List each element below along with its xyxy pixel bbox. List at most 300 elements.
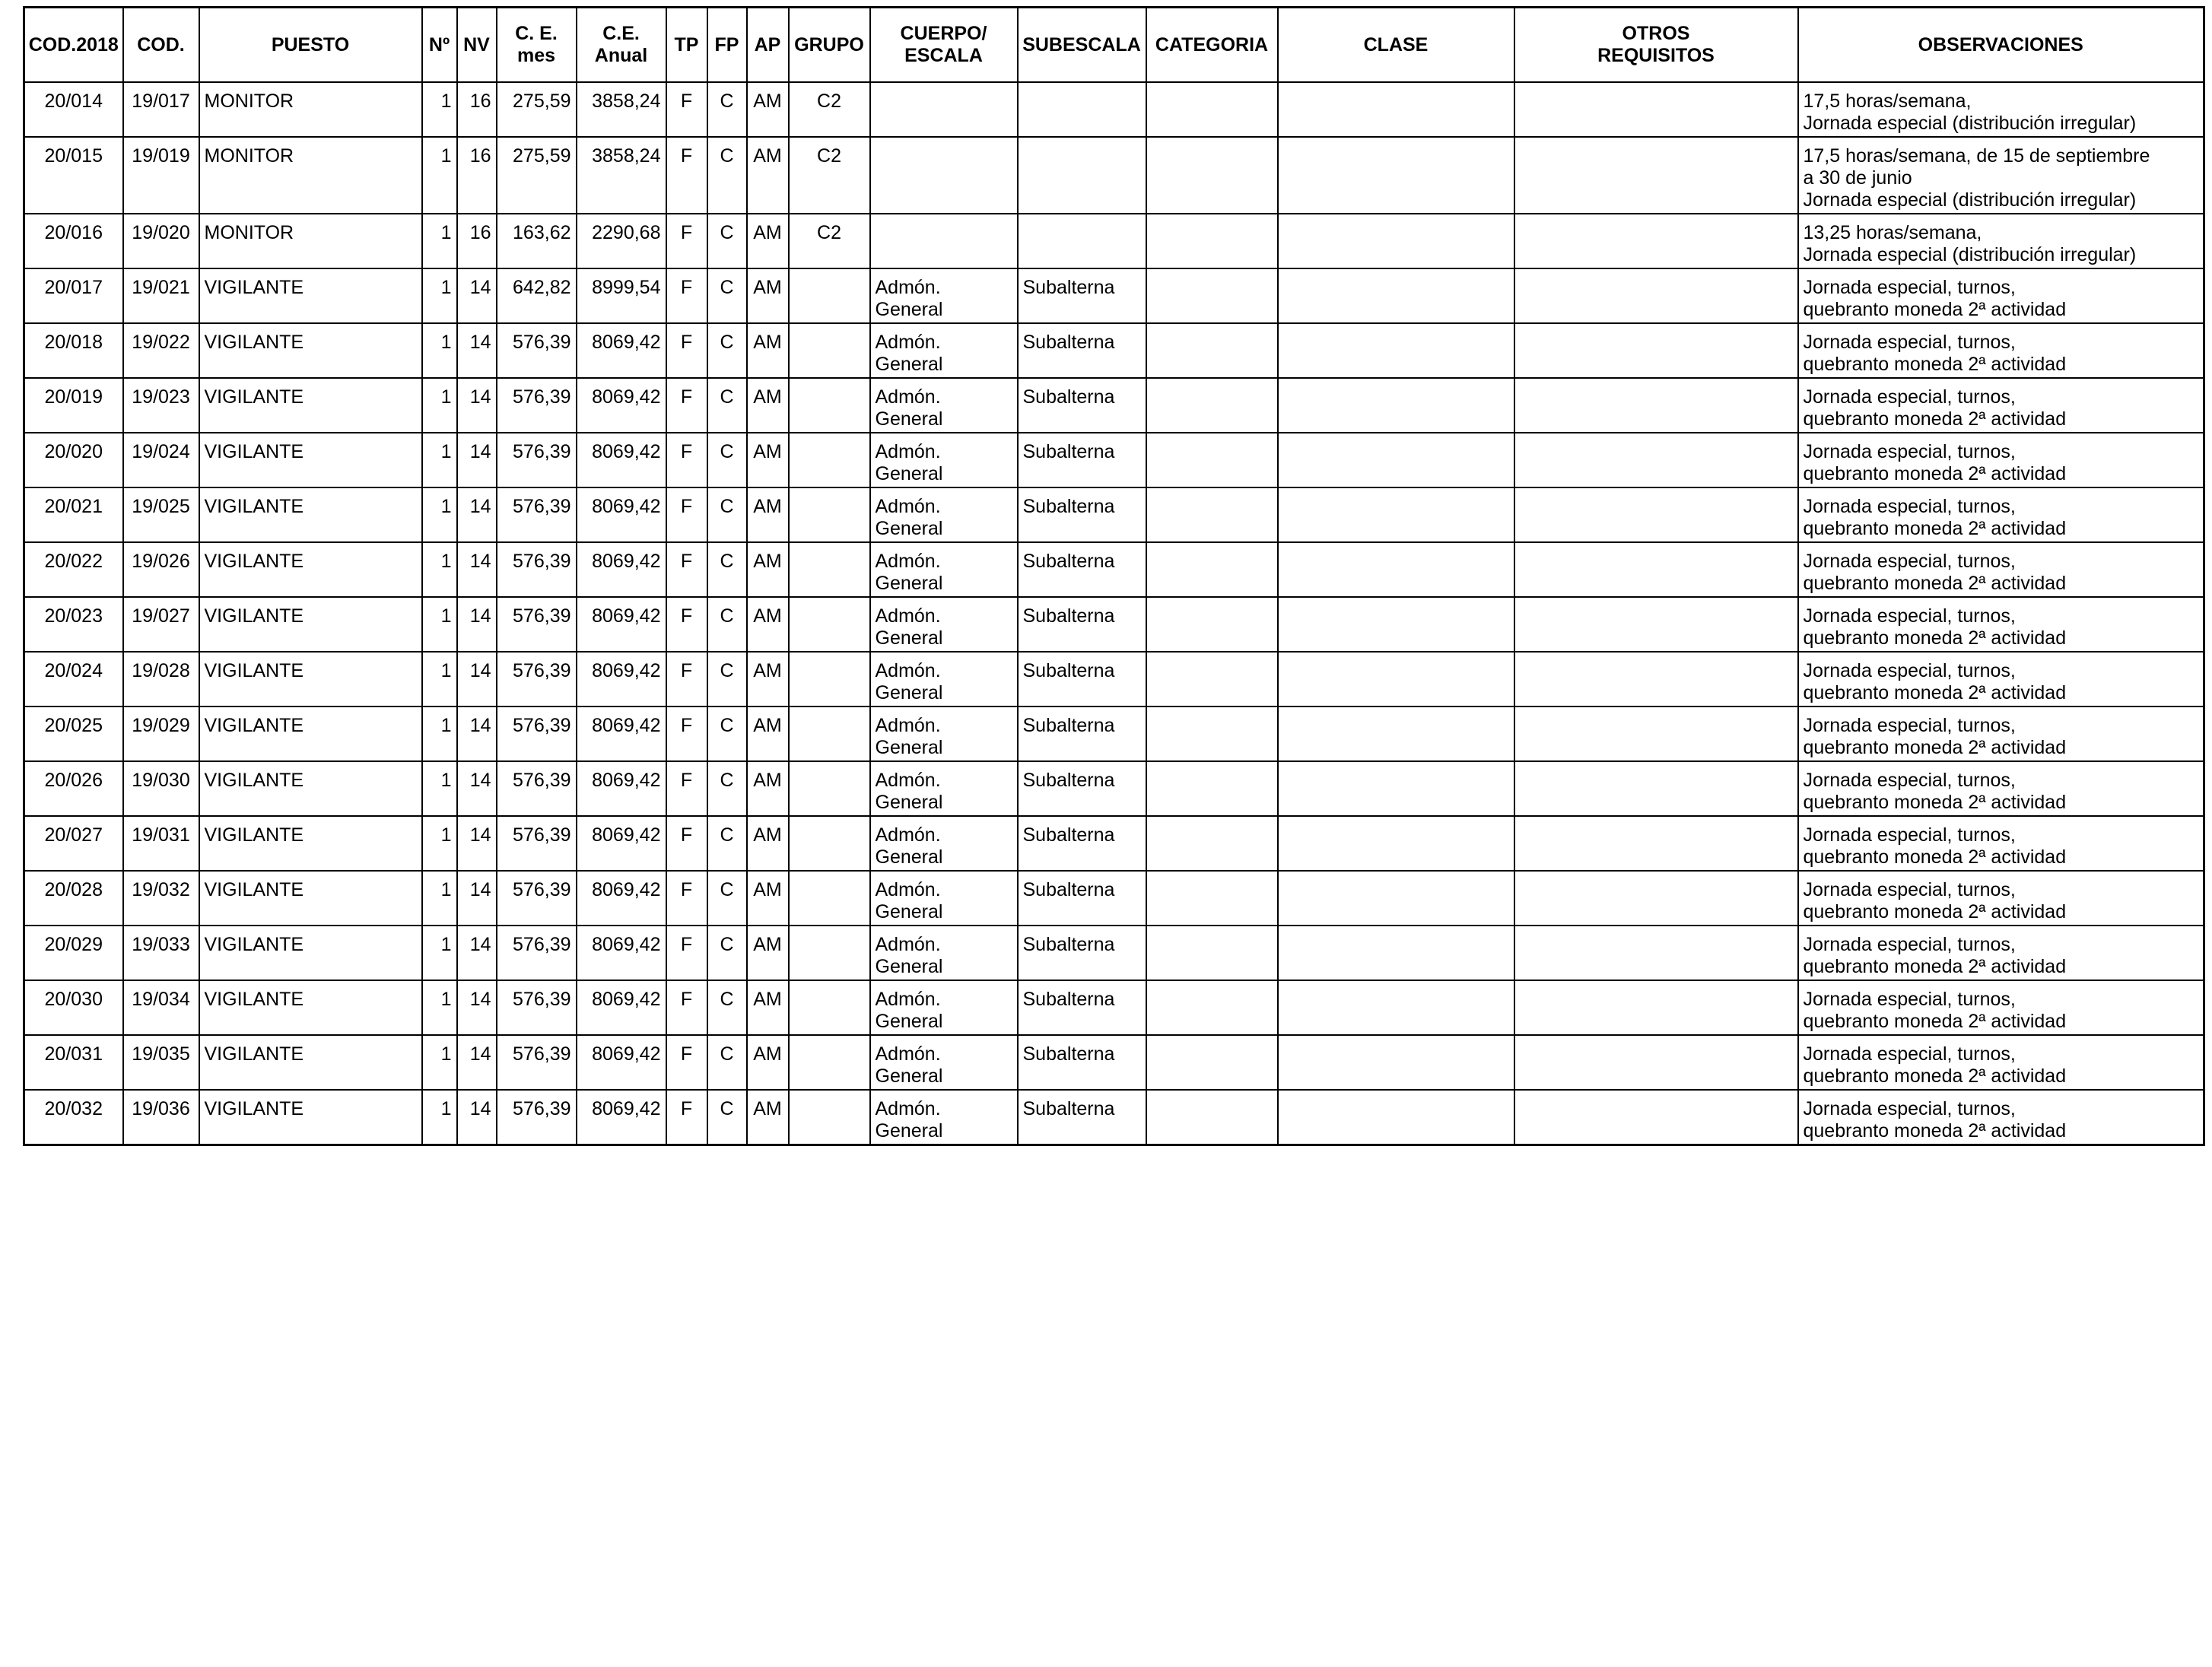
column-header-label: C. E.: [515, 23, 558, 44]
cell-nv: [457, 652, 497, 706]
cell-text: Admón.: [875, 879, 941, 900]
cell-fp: [707, 323, 747, 378]
cell-cod2018: [24, 82, 123, 137]
cell-text: F: [680, 1043, 693, 1065]
cell-cod: [123, 706, 199, 761]
cell-clase: [1278, 816, 1514, 871]
cell-clase: [1278, 137, 1514, 214]
cell-obs: [1798, 323, 2204, 378]
cell-grupo: [789, 323, 870, 378]
cell-text-line: quebranto moneda 2ª actividad: [1803, 299, 2067, 320]
cell-ce-mes: [497, 82, 577, 137]
table-row: [24, 761, 2204, 816]
cell-categoria: [1146, 1035, 1278, 1090]
cell-puesto: [199, 214, 422, 268]
cell-ce-mes: [497, 542, 577, 597]
table-row: [24, 706, 2204, 761]
cell-clase: [1278, 378, 1514, 433]
cell-text: 16: [469, 145, 491, 167]
column-header-label: PUESTO: [271, 33, 350, 56]
cell-n: [422, 137, 457, 214]
cell-otros: [1514, 816, 1798, 871]
cell-cod2018: [24, 542, 123, 597]
cell-ap: [747, 926, 789, 980]
cell-categoria: [1146, 980, 1278, 1035]
cell-ap: [747, 706, 789, 761]
cell-text: 19/032: [132, 879, 190, 900]
cell-tp: [666, 980, 707, 1035]
cell-text: 19/034: [132, 989, 190, 1010]
cell-text: 1: [440, 879, 452, 900]
cell-text: 20/027: [44, 824, 103, 846]
cell-ce-anual: [577, 980, 666, 1035]
cell-text: 20/016: [44, 222, 103, 243]
rpt-table: [23, 6, 2205, 1146]
cell-cod2018: [24, 433, 123, 487]
cell-categoria: [1146, 214, 1278, 268]
cell-obs: [1798, 816, 2204, 871]
cell-text-line: quebranto moneda 2ª actividad: [1803, 1120, 2067, 1141]
cell-obs: [1798, 268, 2204, 323]
cell-text: AM: [753, 332, 782, 353]
cell-text: F: [680, 1098, 693, 1119]
cell-text-line: Jornada especial, turnos,: [1803, 879, 2016, 900]
cell-grupo: [789, 597, 870, 652]
column-header-label: SUBESCALA: [1022, 33, 1141, 56]
cell-fp: [707, 487, 747, 542]
cell-clase: [1278, 1090, 1514, 1145]
cell-n: [422, 1035, 457, 1090]
cell-grupo: [789, 542, 870, 597]
cell-text: 14: [469, 386, 491, 408]
cell-grupo: [789, 706, 870, 761]
cell-text-line: 17,5 horas/semana, de 15 de septiembre: [1803, 145, 2150, 167]
cell-text: AM: [753, 1043, 782, 1065]
cell-tp: [666, 761, 707, 816]
cell-grupo: [789, 761, 870, 816]
cell-text-line: Jornada especial, turnos,: [1803, 386, 2016, 408]
cell-text: 1: [440, 90, 452, 112]
cell-ce-mes: [497, 268, 577, 323]
cell-n: [422, 652, 457, 706]
cell-fp: [707, 816, 747, 871]
cell-cuerpo: [870, 433, 1018, 487]
cell-ap: [747, 82, 789, 137]
cell-cuerpo: [870, 761, 1018, 816]
cell-nv: [457, 137, 497, 214]
table-row: [24, 926, 2204, 980]
cell-otros: [1514, 761, 1798, 816]
cell-text: 8069,42: [592, 551, 661, 572]
cell-text: Admón.: [875, 1098, 941, 1119]
cell-ce-anual: [577, 597, 666, 652]
cell-puesto: [199, 487, 422, 542]
cell-cod: [123, 1035, 199, 1090]
cell-categoria: [1146, 761, 1278, 816]
column-header: [24, 8, 123, 83]
cell-text: Subalterna: [1022, 715, 1115, 736]
cell-text: AM: [753, 277, 782, 298]
cell-subescala: [1018, 323, 1146, 378]
cell-text-line: Jornada especial, turnos,: [1803, 770, 2016, 791]
cell-text: 3858,24: [592, 145, 661, 167]
cell-text: F: [680, 496, 693, 517]
cell-text: Admón.: [875, 496, 941, 517]
cell-text: General: [875, 737, 943, 758]
table-row: [24, 214, 2204, 268]
cell-text: F: [680, 222, 693, 243]
cell-text: 1: [440, 770, 452, 791]
cell-text: 8069,42: [592, 770, 661, 791]
cell-text-line: Jornada especial, turnos,: [1803, 1098, 2016, 1119]
cell-otros: [1514, 706, 1798, 761]
cell-categoria: [1146, 1090, 1278, 1145]
cell-text: 20/021: [44, 496, 103, 517]
cell-text: 1: [440, 386, 452, 408]
cell-nv: [457, 926, 497, 980]
cell-ce-mes: [497, 816, 577, 871]
cell-cuerpo: [870, 378, 1018, 433]
cell-clase: [1278, 706, 1514, 761]
cell-cod2018: [24, 761, 123, 816]
cell-ce-anual: [577, 378, 666, 433]
cell-text: 19/020: [132, 222, 190, 243]
cell-clase: [1278, 487, 1514, 542]
cell-cod2018: [24, 1035, 123, 1090]
cell-text: 576,39: [513, 1098, 571, 1119]
cell-n: [422, 706, 457, 761]
cell-cod: [123, 871, 199, 926]
cell-otros: [1514, 137, 1798, 214]
cell-grupo: [789, 487, 870, 542]
cell-categoria: [1146, 268, 1278, 323]
cell-text: VIGILANTE: [204, 879, 304, 900]
cell-text: 14: [469, 1098, 491, 1119]
cell-text: F: [680, 277, 693, 298]
cell-text: Subalterna: [1022, 824, 1115, 846]
column-header-label: CUERPO/: [900, 23, 987, 44]
cell-text: 14: [469, 824, 491, 846]
column-header-label: Nº: [428, 33, 450, 56]
cell-fp: [707, 926, 747, 980]
cell-categoria: [1146, 871, 1278, 926]
cell-text: F: [680, 989, 693, 1010]
column-header: [1018, 8, 1146, 83]
cell-subescala: [1018, 487, 1146, 542]
cell-text: VIGILANTE: [204, 1043, 304, 1065]
cell-categoria: [1146, 706, 1278, 761]
cell-text: C: [720, 1043, 734, 1065]
cell-text: General: [875, 1011, 943, 1032]
cell-text: 2290,68: [592, 222, 661, 243]
cell-n: [422, 542, 457, 597]
cell-cod: [123, 433, 199, 487]
cell-nv: [457, 214, 497, 268]
cell-ce-mes: [497, 706, 577, 761]
cell-text-line: a 30 de junio: [1803, 167, 1912, 189]
cell-text: 1: [440, 551, 452, 572]
cell-text: 1: [440, 989, 452, 1010]
cell-text: 19/028: [132, 660, 190, 681]
cell-text: 20/019: [44, 386, 103, 408]
cell-text-line: Jornada especial (distribución irregular): [1803, 244, 2137, 265]
cell-categoria: [1146, 82, 1278, 137]
cell-subescala: [1018, 214, 1146, 268]
cell-ce-anual: [577, 82, 666, 137]
cell-subescala: [1018, 1090, 1146, 1145]
cell-text: Admón.: [875, 551, 941, 572]
cell-nv: [457, 433, 497, 487]
cell-text: 8069,42: [592, 989, 661, 1010]
column-header-label: CATEGORIA: [1155, 33, 1269, 56]
cell-text: VIGILANTE: [204, 1098, 304, 1119]
column-header-label: AP: [754, 33, 781, 56]
cell-text: Subalterna: [1022, 660, 1115, 681]
cell-text: Admón.: [875, 277, 941, 298]
cell-otros: [1514, 652, 1798, 706]
cell-ap: [747, 487, 789, 542]
cell-ce-mes: [497, 137, 577, 214]
cell-categoria: [1146, 926, 1278, 980]
cell-text: 1: [440, 934, 452, 955]
cell-ce-anual: [577, 761, 666, 816]
cell-text: C: [720, 824, 734, 846]
column-header: [1798, 8, 2204, 83]
cell-text: General: [875, 573, 943, 594]
cell-text: 14: [469, 605, 491, 627]
cell-fp: [707, 214, 747, 268]
cell-text: 8069,42: [592, 386, 661, 408]
cell-puesto: [199, 816, 422, 871]
table-row: [24, 487, 2204, 542]
cell-text: 8069,42: [592, 879, 661, 900]
cell-ce-mes: [497, 652, 577, 706]
cell-text: Admón.: [875, 605, 941, 627]
table-row: [24, 816, 2204, 871]
cell-puesto: [199, 323, 422, 378]
cell-categoria: [1146, 323, 1278, 378]
cell-text: AM: [753, 1098, 782, 1119]
cell-text-line: 17,5 horas/semana,: [1803, 90, 1972, 112]
cell-cuerpo: [870, 137, 1018, 214]
cell-puesto: [199, 761, 422, 816]
cell-cuerpo: [870, 268, 1018, 323]
cell-cuerpo: [870, 926, 1018, 980]
cell-fp: [707, 1035, 747, 1090]
cell-text-line: Jornada especial (distribución irregular): [1803, 189, 2137, 211]
cell-text: 1: [440, 332, 452, 353]
cell-text: 1: [440, 1043, 452, 1065]
cell-otros: [1514, 980, 1798, 1035]
cell-ce-mes: [497, 926, 577, 980]
cell-text: 19/025: [132, 496, 190, 517]
cell-text: VIGILANTE: [204, 551, 304, 572]
cell-subescala: [1018, 706, 1146, 761]
cell-text: 576,39: [513, 715, 571, 736]
cell-cod2018: [24, 980, 123, 1035]
cell-categoria: [1146, 433, 1278, 487]
cell-text: F: [680, 660, 693, 681]
cell-clase: [1278, 542, 1514, 597]
cell-text: General: [875, 1065, 943, 1087]
cell-text: AM: [753, 660, 782, 681]
cell-grupo: [789, 871, 870, 926]
cell-text: 1: [440, 715, 452, 736]
cell-puesto: [199, 1090, 422, 1145]
column-header: [707, 8, 747, 83]
cell-text: 14: [469, 441, 491, 462]
cell-text: 19/024: [132, 441, 190, 462]
cell-puesto: [199, 1035, 422, 1090]
column-header-label: mes: [516, 45, 556, 66]
cell-text: 14: [469, 879, 491, 900]
cell-ce-anual: [577, 433, 666, 487]
cell-obs: [1798, 652, 2204, 706]
table-row: [24, 542, 2204, 597]
cell-ap: [747, 1090, 789, 1145]
cell-tp: [666, 82, 707, 137]
cell-n: [422, 487, 457, 542]
table-row: [24, 980, 2204, 1035]
cell-subescala: [1018, 137, 1146, 214]
cell-text: 19/031: [132, 824, 190, 846]
cell-text: 19/036: [132, 1098, 190, 1119]
cell-ap: [747, 378, 789, 433]
cell-text: 576,39: [513, 660, 571, 681]
cell-grupo: [789, 926, 870, 980]
cell-cuerpo: [870, 82, 1018, 137]
cell-tp: [666, 214, 707, 268]
cell-text: Admón.: [875, 715, 941, 736]
cell-cod2018: [24, 871, 123, 926]
cell-puesto: [199, 433, 422, 487]
cell-text: Subalterna: [1022, 605, 1115, 627]
column-header-label: TP: [674, 33, 699, 56]
cell-text: 1: [440, 441, 452, 462]
cell-text: 20/014: [44, 90, 103, 112]
cell-ce-mes: [497, 1035, 577, 1090]
cell-clase: [1278, 214, 1514, 268]
cell-text: Subalterna: [1022, 551, 1115, 572]
cell-n: [422, 433, 457, 487]
cell-text: General: [875, 682, 943, 703]
cell-otros: [1514, 926, 1798, 980]
cell-text: C2: [817, 90, 841, 112]
cell-categoria: [1146, 378, 1278, 433]
cell-text: Subalterna: [1022, 332, 1115, 353]
cell-text: MONITOR: [204, 222, 294, 243]
cell-grupo: [789, 82, 870, 137]
cell-text-line: quebranto moneda 2ª actividad: [1803, 1011, 2067, 1032]
cell-grupo: [789, 652, 870, 706]
cell-cuerpo: [870, 597, 1018, 652]
cell-cod: [123, 1090, 199, 1145]
cell-tp: [666, 1090, 707, 1145]
cell-n: [422, 268, 457, 323]
cell-text: 19/021: [132, 277, 190, 298]
cell-n: [422, 871, 457, 926]
cell-text-line: Jornada especial, turnos,: [1803, 441, 2016, 462]
cell-tp: [666, 433, 707, 487]
cell-text: 576,39: [513, 934, 571, 955]
cell-grupo: [789, 816, 870, 871]
table-row: [24, 82, 2204, 137]
column-header: [870, 8, 1018, 83]
cell-text: VIGILANTE: [204, 989, 304, 1010]
cell-n: [422, 816, 457, 871]
cell-obs: [1798, 926, 2204, 980]
cell-text-line: quebranto moneda 2ª actividad: [1803, 901, 2067, 922]
cell-text: 14: [469, 660, 491, 681]
cell-text: VIGILANTE: [204, 332, 304, 353]
cell-fp: [707, 542, 747, 597]
cell-text: 20/023: [44, 605, 103, 627]
column-header: [577, 8, 666, 83]
cell-fp: [707, 652, 747, 706]
cell-subescala: [1018, 926, 1146, 980]
cell-text: AM: [753, 715, 782, 736]
cell-text-line: 13,25 horas/semana,: [1803, 222, 1982, 243]
cell-cuerpo: [870, 871, 1018, 926]
cell-ce-mes: [497, 980, 577, 1035]
cell-cuerpo: [870, 1035, 1018, 1090]
cell-text: 14: [469, 277, 491, 298]
cell-text: Admón.: [875, 386, 941, 408]
cell-cuerpo: [870, 706, 1018, 761]
cell-text: 20/025: [44, 715, 103, 736]
column-header-label: COD.2018: [28, 33, 119, 56]
cell-cod: [123, 378, 199, 433]
cell-text: F: [680, 145, 693, 167]
cell-text: 1: [440, 1098, 452, 1119]
cell-text: 1: [440, 605, 452, 627]
cell-fp: [707, 433, 747, 487]
cell-tp: [666, 816, 707, 871]
cell-text: F: [680, 551, 693, 572]
cell-tp: [666, 378, 707, 433]
cell-text: 8069,42: [592, 605, 661, 627]
cell-text: 20/022: [44, 551, 103, 572]
cell-text: 16: [469, 90, 491, 112]
cell-text: 1: [440, 660, 452, 681]
cell-text: MONITOR: [204, 90, 294, 112]
cell-text: VIGILANTE: [204, 770, 304, 791]
cell-text-line: quebranto moneda 2ª actividad: [1803, 408, 2067, 430]
cell-text: 19/029: [132, 715, 190, 736]
cell-ap: [747, 323, 789, 378]
cell-text-line: quebranto moneda 2ª actividad: [1803, 518, 2067, 539]
cell-nv: [457, 597, 497, 652]
cell-puesto: [199, 652, 422, 706]
column-header: [123, 8, 199, 83]
cell-otros: [1514, 597, 1798, 652]
column-header: [666, 8, 707, 83]
cell-otros: [1514, 323, 1798, 378]
cell-text: 642,82: [513, 277, 571, 298]
cell-ce-anual: [577, 137, 666, 214]
column-header: [457, 8, 497, 83]
cell-fp: [707, 1090, 747, 1145]
cell-ce-mes: [497, 597, 577, 652]
column-header-label: REQUISITOS: [1597, 45, 1715, 66]
cell-cuerpo: [870, 816, 1018, 871]
cell-cod2018: [24, 378, 123, 433]
cell-text: F: [680, 934, 693, 955]
cell-categoria: [1146, 542, 1278, 597]
cell-cod: [123, 268, 199, 323]
cell-text: 20/032: [44, 1098, 103, 1119]
cell-clase: [1278, 652, 1514, 706]
